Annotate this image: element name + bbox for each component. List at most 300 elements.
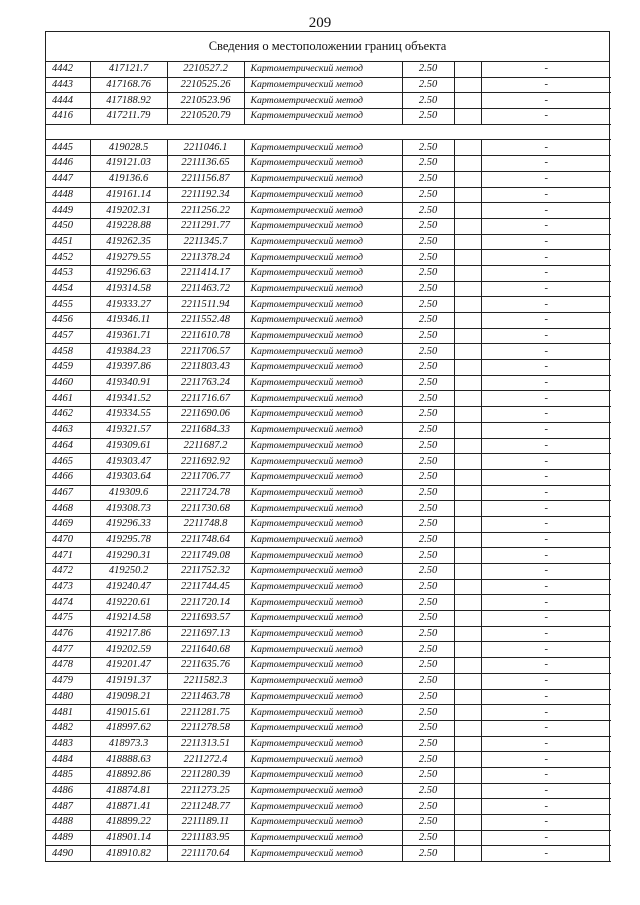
y-coordinate-cell: 2211463.72 xyxy=(167,281,244,297)
empty-cell xyxy=(454,391,481,407)
point-number-cell: 4444 xyxy=(46,93,90,109)
x-coordinate-cell: 419309.6 xyxy=(90,485,167,501)
y-coordinate-cell: 2211256.22 xyxy=(167,203,244,219)
empty-cell xyxy=(454,62,481,77)
method-cell: Картометрический метод xyxy=(244,140,402,156)
empty-cell xyxy=(454,140,481,156)
remark-cell: - xyxy=(481,438,611,454)
precision-cell: 2.50 xyxy=(402,422,454,438)
precision-cell: 2.50 xyxy=(402,830,454,846)
x-coordinate-cell: 417121.7 xyxy=(90,62,167,77)
y-coordinate-cell: 2211156.87 xyxy=(167,171,244,187)
y-coordinate-cell: 2211183.95 xyxy=(167,830,244,846)
remark-cell: - xyxy=(481,611,611,627)
empty-cell xyxy=(454,689,481,705)
precision-cell: 2.50 xyxy=(402,579,454,595)
table-row xyxy=(46,658,611,674)
table-row xyxy=(46,736,611,752)
method-cell: Картометрический метод xyxy=(244,705,402,721)
x-coordinate-cell: 419321.57 xyxy=(90,422,167,438)
method-cell: Картометрический метод xyxy=(244,375,402,391)
empty-cell xyxy=(454,752,481,768)
table-row xyxy=(46,156,611,172)
precision-cell: 2.50 xyxy=(402,564,454,580)
x-coordinate-cell: 419028.5 xyxy=(90,140,167,156)
method-cell: Картометрический метод xyxy=(244,564,402,580)
point-number-cell: 4467 xyxy=(46,485,90,501)
table-row xyxy=(46,830,611,846)
table-row xyxy=(46,501,611,517)
y-coordinate-cell: 2211693.57 xyxy=(167,611,244,627)
empty-cell xyxy=(454,579,481,595)
empty-cell xyxy=(454,407,481,423)
point-number-cell: 4449 xyxy=(46,203,90,219)
point-number-cell: 4454 xyxy=(46,281,90,297)
point-number-cell: 4482 xyxy=(46,720,90,736)
table-row xyxy=(46,485,611,501)
precision-cell: 2.50 xyxy=(402,438,454,454)
precision-cell: 2.50 xyxy=(402,297,454,313)
remark-cell: - xyxy=(481,360,611,376)
point-number-cell: 4488 xyxy=(46,815,90,831)
point-number-cell: 4474 xyxy=(46,595,90,611)
x-coordinate-cell: 419296.33 xyxy=(90,516,167,532)
y-coordinate-cell: 2211763.24 xyxy=(167,375,244,391)
y-coordinate-cell: 2211463.78 xyxy=(167,689,244,705)
empty-cell xyxy=(454,454,481,470)
table-row xyxy=(46,626,611,642)
remark-cell: - xyxy=(481,313,611,329)
empty-cell xyxy=(454,187,481,203)
x-coordinate-cell: 419214.58 xyxy=(90,611,167,627)
x-coordinate-cell: 418899.22 xyxy=(90,815,167,831)
empty-cell xyxy=(454,705,481,721)
empty-cell xyxy=(454,328,481,344)
point-number-cell: 4445 xyxy=(46,140,90,156)
remark-cell: - xyxy=(481,564,611,580)
method-cell: Картометрический метод xyxy=(244,830,402,846)
method-cell: Картометрический метод xyxy=(244,218,402,234)
method-cell: Картометрический метод xyxy=(244,360,402,376)
point-number-cell: 4455 xyxy=(46,297,90,313)
remark-cell: - xyxy=(481,234,611,250)
precision-cell: 2.50 xyxy=(402,109,454,125)
method-cell: Картометрический метод xyxy=(244,265,402,281)
table-row xyxy=(46,328,611,344)
precision-cell: 2.50 xyxy=(402,156,454,172)
point-number-cell: 4460 xyxy=(46,375,90,391)
x-coordinate-cell: 419201.47 xyxy=(90,658,167,674)
empty-cell xyxy=(454,313,481,329)
method-cell: Картометрический метод xyxy=(244,422,402,438)
method-cell: Картометрический метод xyxy=(244,501,402,517)
precision-cell: 2.50 xyxy=(402,501,454,517)
table-row xyxy=(46,375,611,391)
point-number-cell: 4473 xyxy=(46,579,90,595)
empty-cell xyxy=(454,532,481,548)
precision-cell: 2.50 xyxy=(402,767,454,783)
remark-cell: - xyxy=(481,658,611,674)
page-number: 209 xyxy=(308,15,332,31)
remark-cell: - xyxy=(481,642,611,658)
method-cell: Картометрический метод xyxy=(244,93,402,109)
y-coordinate-cell: 2210527.2 xyxy=(167,62,244,77)
empty-cell xyxy=(454,469,481,485)
method-cell: Картометрический метод xyxy=(244,673,402,689)
y-coordinate-cell: 2211313.51 xyxy=(167,736,244,752)
x-coordinate-cell: 419098.21 xyxy=(90,689,167,705)
precision-cell: 2.50 xyxy=(402,642,454,658)
empty-cell xyxy=(454,642,481,658)
coordinates-table xyxy=(46,62,611,862)
table-row xyxy=(46,109,611,125)
x-coordinate-cell: 419333.27 xyxy=(90,297,167,313)
table-row xyxy=(46,187,611,203)
empty-cell xyxy=(454,626,481,642)
x-coordinate-cell: 418997.62 xyxy=(90,720,167,736)
x-coordinate-cell: 418910.82 xyxy=(90,846,167,862)
table-row xyxy=(46,218,611,234)
x-coordinate-cell: 419161.14 xyxy=(90,187,167,203)
table-row xyxy=(46,93,611,109)
table-row xyxy=(46,720,611,736)
y-coordinate-cell: 2211748.64 xyxy=(167,532,244,548)
empty-cell xyxy=(454,485,481,501)
x-coordinate-cell: 417211.79 xyxy=(90,109,167,125)
remark-cell: - xyxy=(481,752,611,768)
y-coordinate-cell: 2211687.2 xyxy=(167,438,244,454)
remark-cell: - xyxy=(481,109,611,125)
point-number-cell: 4471 xyxy=(46,548,90,564)
table-row xyxy=(46,689,611,705)
x-coordinate-cell: 419314.58 xyxy=(90,281,167,297)
point-number-cell: 4459 xyxy=(46,360,90,376)
point-number-cell: 4489 xyxy=(46,830,90,846)
method-cell: Картометрический метод xyxy=(244,313,402,329)
precision-cell: 2.50 xyxy=(402,313,454,329)
x-coordinate-cell: 418892.86 xyxy=(90,767,167,783)
table-row xyxy=(46,297,611,313)
precision-cell: 2.50 xyxy=(402,532,454,548)
empty-cell xyxy=(454,846,481,862)
x-coordinate-cell: 419303.47 xyxy=(90,454,167,470)
x-coordinate-cell: 419290.31 xyxy=(90,548,167,564)
y-coordinate-cell: 2211706.57 xyxy=(167,344,244,360)
table-body-group-2 xyxy=(46,140,611,862)
x-coordinate-cell: 419341.52 xyxy=(90,391,167,407)
coordinates-sheet xyxy=(45,31,610,862)
y-coordinate-cell: 2211046.1 xyxy=(167,140,244,156)
y-coordinate-cell: 2211744.45 xyxy=(167,579,244,595)
precision-cell: 2.50 xyxy=(402,171,454,187)
x-coordinate-cell: 419228.88 xyxy=(90,218,167,234)
x-coordinate-cell: 417168.76 xyxy=(90,77,167,93)
empty-cell xyxy=(454,548,481,564)
precision-cell: 2.50 xyxy=(402,611,454,627)
remark-cell: - xyxy=(481,407,611,423)
empty-cell xyxy=(454,297,481,313)
remark-cell: - xyxy=(481,501,611,517)
remark-cell: - xyxy=(481,626,611,642)
y-coordinate-cell: 2211281.75 xyxy=(167,705,244,721)
point-number-cell: 4463 xyxy=(46,422,90,438)
point-number-cell: 4470 xyxy=(46,532,90,548)
empty-cell xyxy=(454,736,481,752)
method-cell: Картометрический метод xyxy=(244,438,402,454)
method-cell: Картометрический метод xyxy=(244,454,402,470)
y-coordinate-cell: 2211803.43 xyxy=(167,360,244,376)
empty-cell xyxy=(454,360,481,376)
method-cell: Картометрический метод xyxy=(244,469,402,485)
y-coordinate-cell: 2211697.13 xyxy=(167,626,244,642)
point-number-cell: 4450 xyxy=(46,218,90,234)
precision-cell: 2.50 xyxy=(402,62,454,77)
x-coordinate-cell: 419191.37 xyxy=(90,673,167,689)
y-coordinate-cell: 2211291.77 xyxy=(167,218,244,234)
precision-cell: 2.50 xyxy=(402,93,454,109)
x-coordinate-cell: 419262.35 xyxy=(90,234,167,250)
precision-cell: 2.50 xyxy=(402,77,454,93)
method-cell: Картометрический метод xyxy=(244,297,402,313)
empty-cell xyxy=(454,658,481,674)
empty-cell xyxy=(454,265,481,281)
table-row xyxy=(46,344,611,360)
method-cell: Картометрический метод xyxy=(244,344,402,360)
table-row xyxy=(46,642,611,658)
x-coordinate-cell: 419296.63 xyxy=(90,265,167,281)
y-coordinate-cell: 2211511.94 xyxy=(167,297,244,313)
empty-cell xyxy=(454,250,481,266)
precision-cell: 2.50 xyxy=(402,140,454,156)
y-coordinate-cell: 2211414.17 xyxy=(167,265,244,281)
point-number-cell: 4456 xyxy=(46,313,90,329)
method-cell: Картометрический метод xyxy=(244,391,402,407)
point-number-cell: 4484 xyxy=(46,752,90,768)
y-coordinate-cell: 2211716.67 xyxy=(167,391,244,407)
remark-cell: - xyxy=(481,595,611,611)
table-row xyxy=(46,250,611,266)
point-number-cell: 4483 xyxy=(46,736,90,752)
precision-cell: 2.50 xyxy=(402,626,454,642)
empty-cell xyxy=(454,767,481,783)
x-coordinate-cell: 419240.47 xyxy=(90,579,167,595)
empty-cell xyxy=(454,281,481,297)
method-cell: Картометрический метод xyxy=(244,626,402,642)
precision-cell: 2.50 xyxy=(402,799,454,815)
point-number-cell: 4416 xyxy=(46,109,90,125)
y-coordinate-cell: 2211170.64 xyxy=(167,846,244,862)
precision-cell: 2.50 xyxy=(402,187,454,203)
remark-cell: - xyxy=(481,767,611,783)
empty-cell xyxy=(454,171,481,187)
table-row xyxy=(46,62,611,77)
precision-cell: 2.50 xyxy=(402,705,454,721)
precision-cell: 2.50 xyxy=(402,454,454,470)
remark-cell: - xyxy=(481,281,611,297)
method-cell: Картометрический метод xyxy=(244,250,402,266)
method-cell: Картометрический метод xyxy=(244,595,402,611)
precision-cell: 2.50 xyxy=(402,689,454,705)
point-number-cell: 4490 xyxy=(46,846,90,862)
precision-cell: 2.50 xyxy=(402,375,454,391)
point-number-cell: 4464 xyxy=(46,438,90,454)
y-coordinate-cell: 2211278.58 xyxy=(167,720,244,736)
point-number-cell: 4479 xyxy=(46,673,90,689)
point-number-cell: 4443 xyxy=(46,77,90,93)
precision-cell: 2.50 xyxy=(402,752,454,768)
method-cell: Картометрический метод xyxy=(244,77,402,93)
empty-cell xyxy=(454,203,481,219)
method-cell: Картометрический метод xyxy=(244,109,402,125)
remark-cell: - xyxy=(481,171,611,187)
method-cell: Картометрический метод xyxy=(244,799,402,815)
x-coordinate-cell: 418874.81 xyxy=(90,783,167,799)
remark-cell: - xyxy=(481,218,611,234)
x-coordinate-cell: 418871.41 xyxy=(90,799,167,815)
y-coordinate-cell: 2210525.26 xyxy=(167,77,244,93)
y-coordinate-cell: 2211640.68 xyxy=(167,642,244,658)
point-number-cell: 4472 xyxy=(46,564,90,580)
empty-cell xyxy=(454,422,481,438)
point-number-cell: 4442 xyxy=(46,62,90,77)
table-title: Сведения о местоположении границ объекта xyxy=(46,32,609,62)
method-cell: Картометрический метод xyxy=(244,736,402,752)
x-coordinate-cell: 419295.78 xyxy=(90,532,167,548)
remark-cell: - xyxy=(481,548,611,564)
table-row xyxy=(46,752,611,768)
point-number-cell: 4453 xyxy=(46,265,90,281)
y-coordinate-cell: 2211635.76 xyxy=(167,658,244,674)
remark-cell: - xyxy=(481,375,611,391)
method-cell: Картометрический метод xyxy=(244,846,402,862)
empty-cell xyxy=(454,783,481,799)
remark-cell: - xyxy=(481,815,611,831)
table-row xyxy=(46,799,611,815)
method-cell: Картометрический метод xyxy=(244,767,402,783)
remark-cell: - xyxy=(481,783,611,799)
point-number-cell: 4475 xyxy=(46,611,90,627)
table-row xyxy=(46,469,611,485)
remark-cell: - xyxy=(481,846,611,862)
point-number-cell: 4485 xyxy=(46,767,90,783)
method-cell: Картометрический метод xyxy=(244,281,402,297)
empty-cell xyxy=(454,815,481,831)
x-coordinate-cell: 419220.61 xyxy=(90,595,167,611)
table-row xyxy=(46,767,611,783)
precision-cell: 2.50 xyxy=(402,250,454,266)
x-coordinate-cell: 419121.03 xyxy=(90,156,167,172)
remark-cell: - xyxy=(481,799,611,815)
precision-cell: 2.50 xyxy=(402,469,454,485)
x-coordinate-cell: 419397.86 xyxy=(90,360,167,376)
point-number-cell: 4480 xyxy=(46,689,90,705)
x-coordinate-cell: 419250.2 xyxy=(90,564,167,580)
empty-cell xyxy=(454,595,481,611)
precision-cell: 2.50 xyxy=(402,815,454,831)
table-row xyxy=(46,422,611,438)
point-number-cell: 4461 xyxy=(46,391,90,407)
empty-cell xyxy=(454,720,481,736)
method-cell: Картометрический метод xyxy=(244,689,402,705)
remark-cell: - xyxy=(481,62,611,77)
remark-cell: - xyxy=(481,516,611,532)
remark-cell: - xyxy=(481,77,611,93)
x-coordinate-cell: 419346.11 xyxy=(90,313,167,329)
empty-cell xyxy=(454,93,481,109)
method-cell: Картометрический метод xyxy=(244,407,402,423)
precision-cell: 2.50 xyxy=(402,736,454,752)
method-cell: Картометрический метод xyxy=(244,234,402,250)
y-coordinate-cell: 2211552.48 xyxy=(167,313,244,329)
table-row xyxy=(46,234,611,250)
remark-cell: - xyxy=(481,203,611,219)
remark-cell: - xyxy=(481,736,611,752)
method-cell: Картометрический метод xyxy=(244,485,402,501)
remark-cell: - xyxy=(481,297,611,313)
x-coordinate-cell: 419303.64 xyxy=(90,469,167,485)
precision-cell: 2.50 xyxy=(402,548,454,564)
remark-cell: - xyxy=(481,454,611,470)
table-row xyxy=(46,313,611,329)
remark-cell: - xyxy=(481,422,611,438)
y-coordinate-cell: 2211690.06 xyxy=(167,407,244,423)
method-cell: Картометрический метод xyxy=(244,658,402,674)
empty-cell xyxy=(454,218,481,234)
method-cell: Картометрический метод xyxy=(244,156,402,172)
empty-cell xyxy=(454,77,481,93)
point-number-cell: 4466 xyxy=(46,469,90,485)
x-coordinate-cell: 419309.61 xyxy=(90,438,167,454)
point-number-cell: 4487 xyxy=(46,799,90,815)
empty-cell xyxy=(454,830,481,846)
precision-cell: 2.50 xyxy=(402,516,454,532)
table-row xyxy=(46,77,611,93)
precision-cell: 2.50 xyxy=(402,344,454,360)
table-row xyxy=(46,360,611,376)
empty-cell xyxy=(454,564,481,580)
table-separator xyxy=(46,124,611,140)
point-number-cell: 4477 xyxy=(46,642,90,658)
method-cell: Картометрический метод xyxy=(244,171,402,187)
empty-cell xyxy=(454,501,481,517)
y-coordinate-cell: 2211272.4 xyxy=(167,752,244,768)
empty-cell xyxy=(454,799,481,815)
x-coordinate-cell: 419308.73 xyxy=(90,501,167,517)
empty-cell xyxy=(454,611,481,627)
empty-cell xyxy=(454,156,481,172)
x-coordinate-cell: 418901.14 xyxy=(90,830,167,846)
point-number-cell: 4465 xyxy=(46,454,90,470)
x-coordinate-cell: 419279.55 xyxy=(90,250,167,266)
empty-cell xyxy=(454,109,481,125)
table-row xyxy=(46,673,611,689)
point-number-cell: 4452 xyxy=(46,250,90,266)
point-number-cell: 4486 xyxy=(46,783,90,799)
y-coordinate-cell: 2210520.79 xyxy=(167,109,244,125)
method-cell: Картометрический метод xyxy=(244,548,402,564)
method-cell: Картометрический метод xyxy=(244,516,402,532)
empty-cell xyxy=(454,438,481,454)
x-coordinate-cell: 419340.91 xyxy=(90,375,167,391)
y-coordinate-cell: 2211248.77 xyxy=(167,799,244,815)
table-row xyxy=(46,548,611,564)
method-cell: Картометрический метод xyxy=(244,62,402,77)
precision-cell: 2.50 xyxy=(402,218,454,234)
point-number-cell: 4468 xyxy=(46,501,90,517)
point-number-cell: 4481 xyxy=(46,705,90,721)
remark-cell: - xyxy=(481,344,611,360)
table-row xyxy=(46,705,611,721)
